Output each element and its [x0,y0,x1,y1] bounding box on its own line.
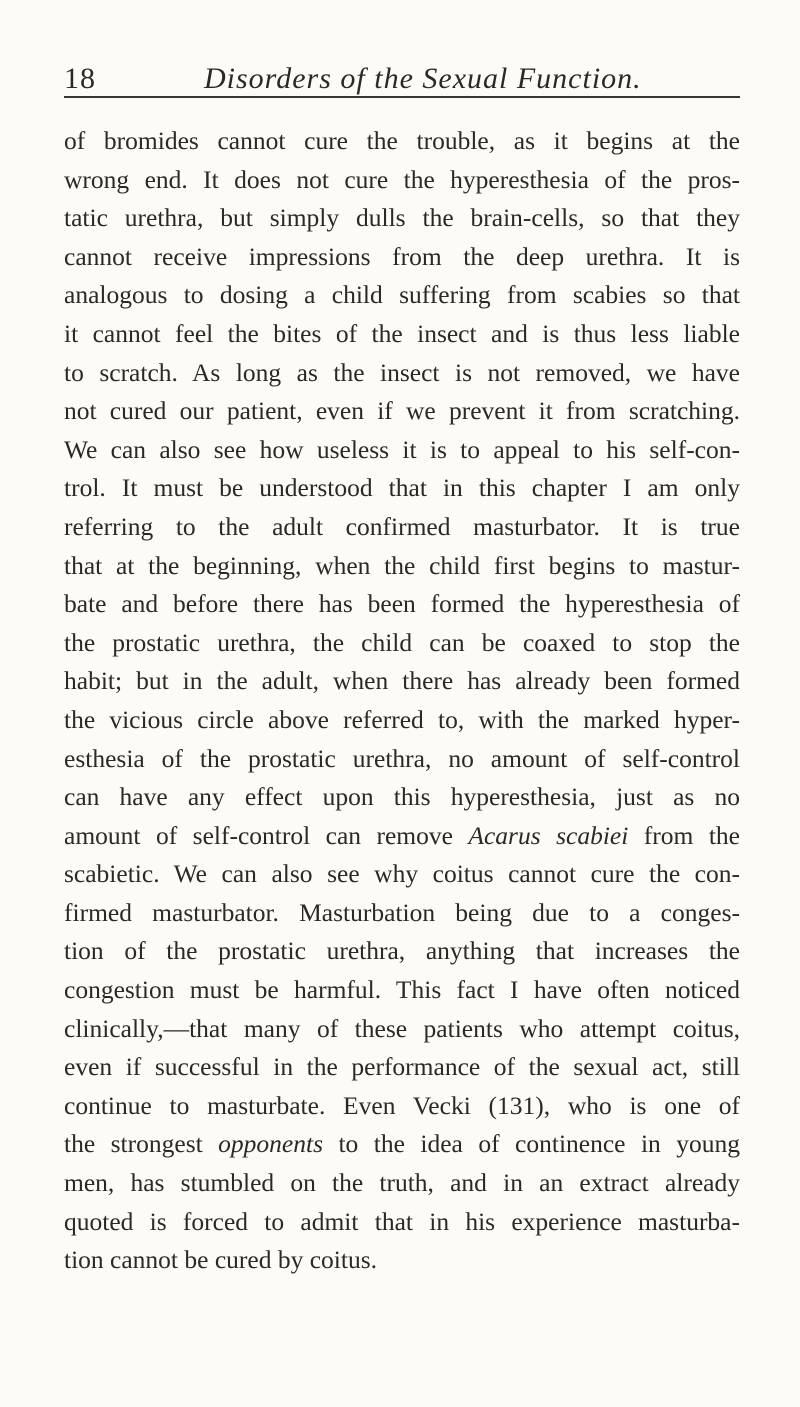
text-segment: to the idea of continence in young [323,1129,740,1159]
text-line: habit; but in the adult, when there has already been formed [64,666,740,696]
text-line: tatic urethra, but simply dulls the brain-cells, so that they [64,203,740,233]
header-rule [64,96,740,98]
text-line: continue to masturbate. Even Vecki (131), who is one of [64,1090,740,1120]
text-line: We can also see how useless it is to appeal to his self-con- [64,434,740,464]
text-line: clinically,—that many of these patients who attempt coitus, [64,1013,740,1043]
text-line: even if successful in the performance of the sexual act, still [64,1052,740,1082]
text-line: can have any effect upon this hyperesthesia, just as no [64,782,740,812]
text-line: congestion must be harmful. This fact I have often noticed [64,975,740,1005]
text-line: the prostatic urethra, the child can be coaxed to stop the [64,627,740,657]
text-line: quoted is forced to admit that in his experience masturba- [64,1206,740,1236]
text-line: men, has stumbled on the truth, and in an extract already [64,1168,740,1198]
text-segment: amount of self-control can remove [64,820,469,850]
text-line: tion of the prostatic urethra, anything that increases the [64,936,740,966]
text-line: firmed masturbator. Masturbation being due to a conges- [64,897,740,927]
text-line: scabietic. We can also see why coitus cannot cure the con- [64,859,740,889]
italic-species-name: Acarus scabiei [468,820,629,850]
running-title: Disorders of the Sexual Function. [204,62,642,95]
text-line: not cured our patient, even if we prevent it from scratching. [64,396,740,426]
text-line: analogous to dosing a child suffering from scabies so that [64,280,740,310]
page-number: 18 [64,62,96,95]
text-line-with-italic [64,817,740,856]
text-line: trol. It must be understood that in this chapter I am only [64,473,740,503]
text-line-with-italic [64,1125,740,1164]
text-segment: the strongest [64,1129,219,1159]
text-line: to scratch. As long as the insect is not removed, we have [64,357,740,387]
text-line: of bromides cannot cure the trouble, as it begins at the [64,126,740,155]
text-line: the vicious circle above referred to, with the marked hyper- [64,704,740,734]
text-line: referring to the adult confirmed masturbator. It is true [64,511,740,541]
text-line: esthesia of the prostatic urethra, no amount of self-control [64,743,740,773]
italic-emphasis: opponents [218,1129,323,1159]
text-line: wrong end. It does not cure the hyperesthesia of the pros- [64,164,740,194]
text-segment: from the [628,820,740,850]
body-paragraph [64,122,740,1280]
text-line: it cannot feel the bites of the insect and is thus less liable [64,318,740,348]
text-line: bate and before there has been formed the hyperesthesia of [64,589,740,619]
text-line: that at the beginning, when the child first begins to mastur- [64,550,740,580]
text-line: cannot receive impressions from the deep urethra. It is [64,241,740,271]
text-line-last: tion cannot be cured by coitus. [64,1245,377,1275]
page-header [64,52,740,102]
